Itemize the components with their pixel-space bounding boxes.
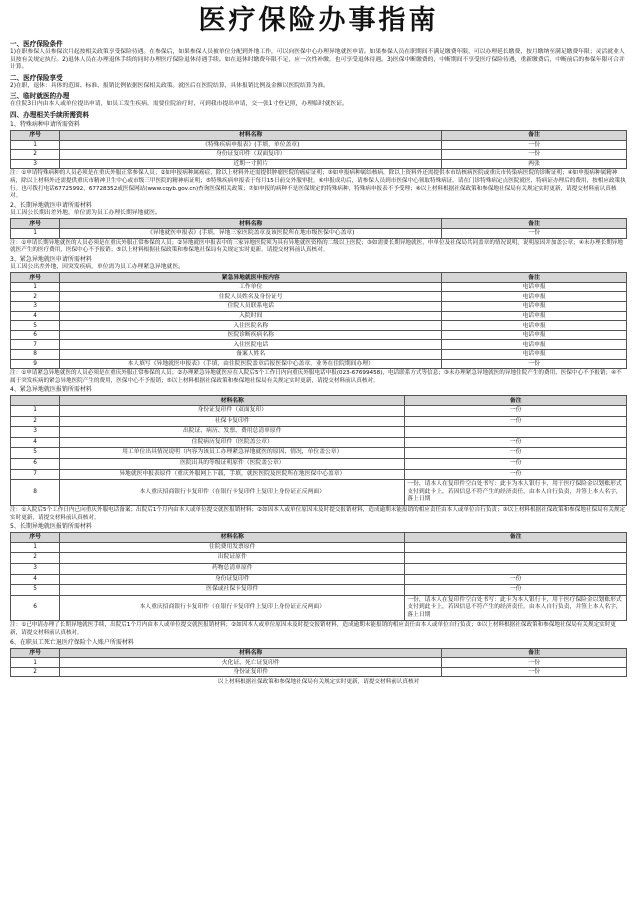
table-heading: 1、特殊病种申请所需资料 (10, 120, 80, 128)
section-heading: 四、办理相关手续所需资料 (10, 110, 90, 119)
table-cell: 8 (11, 480, 60, 506)
table-cell: 1 (11, 542, 60, 553)
table-cell (405, 553, 627, 564)
table-cell: 3 (11, 427, 60, 438)
table-cell: 电话申报 (442, 350, 627, 360)
table-cell: 一份 (405, 416, 627, 427)
table-cell: 一份，请本人在复印件空白处书写：此卡为本人银行卡，用于医疗保险金以划账形式支付到此卡上，若因信息不符产生的经济责任，由本人自行负责，并签上本人名字，落上日期 (405, 595, 627, 621)
page-title: 医疗保险办事指南 (198, 5, 439, 36)
table-cell: 电话申报 (442, 340, 627, 350)
table-row (11, 416, 627, 427)
header-cell: 材料名称 (60, 219, 442, 229)
table-cell: 6 (11, 458, 60, 469)
table-cell: 7 (11, 340, 60, 350)
table-cell: 2 (11, 292, 60, 302)
table-cell: 住院人员联系电话 (60, 302, 442, 312)
table-cell: 电话申报 (442, 292, 627, 302)
table-heading: 5、长期异地就医报销所需材料 (10, 523, 92, 531)
table-cell: 1 (11, 406, 60, 417)
table-header-row (11, 219, 627, 229)
table-row (11, 140, 627, 150)
table-cell: 5 (11, 585, 60, 596)
table-cell: 本人填写《异地就医申报表》（手填，由住院医院盖章后报医保中心盖章，业务在住院期间办理） (60, 359, 442, 369)
table-row (11, 330, 627, 340)
table-cell (405, 563, 627, 574)
header-cell: 备注 (442, 130, 627, 140)
header-cell: 序号 (11, 130, 60, 140)
header-cell: 材料名称 (60, 648, 442, 658)
table-cell: 2 (11, 416, 60, 427)
table-cell: 电话申报 (442, 311, 627, 321)
table-cell: 1 (11, 140, 60, 150)
header-cell: 备注 (442, 648, 627, 658)
table-row (11, 292, 627, 302)
table-cell: 5 (11, 448, 60, 459)
table-cell: 电话申报 (442, 330, 627, 340)
table-cell: 身份证复印件 (60, 574, 405, 585)
table-cell: 一份 (405, 585, 627, 596)
header-cell: 备注 (405, 533, 627, 543)
table-row (11, 542, 627, 553)
table-cell: 1 (11, 228, 60, 238)
table-row (11, 406, 627, 417)
table-heading: 3、紧急异地就医申请所需材料 (10, 255, 92, 263)
table-header-row (11, 130, 627, 140)
table-cell: 电话申报 (442, 302, 627, 312)
table-cell: 火化证、死亡证复印件 (60, 658, 442, 668)
table-cell: 本人重庆招商银行卡复印件（在银行卡复印件上复印上身份证正反两面） (60, 480, 405, 506)
table-cell: 《特殊疾病申报表》(手填，单位盖章) (60, 140, 442, 150)
table-cell: 异地就医申报表原件（重庆外服网上下载，手填，就医医院及医院所在地医保中心盖章） (60, 469, 405, 480)
table-row (11, 311, 627, 321)
table-row (11, 282, 627, 292)
table-cell: 4 (11, 437, 60, 448)
table-cell: 本人重庆招商银行卡复印件（在银行卡复印件上复印上身份证正反两面） (60, 595, 405, 621)
table-cell: 3 (11, 563, 60, 574)
header-cell: 序号 (11, 648, 60, 658)
footer-note: 以上材料根据社保政策和参保地社保局有关规定实时更新，请提交材料前认真核对 (217, 679, 420, 686)
table-cell: 一份 (405, 437, 627, 448)
header-cell: 紧急异地就医申报内容 (60, 273, 442, 283)
table-row (11, 574, 627, 585)
section-heading: 三、临时就医的办理 (10, 92, 70, 101)
table-cell: 8 (11, 350, 60, 360)
table-cell: 1 (11, 658, 60, 668)
table-row (11, 159, 627, 169)
table-cell: 一份 (405, 458, 627, 469)
table-header-row (11, 396, 627, 406)
table-cell: 一份 (442, 228, 627, 238)
header-cell: 材料名称 (60, 130, 442, 140)
table-cell: 住院人员姓名及身份证号 (60, 292, 442, 302)
table-row (11, 667, 627, 677)
table-note: 注：①入院后5个工作日内已向重庆外服电话备案；出院后1个月内由本人或单位提交就医报销材料；②如因本人或单位原因未及时提交报销材料，造成逾期未能报销的相应责任由本人或单位自行负责；③以上材料根据社保政策和参保地社保局有关规定实时更新，请提交材料前认真核对。 (10, 506, 626, 521)
table-row (11, 448, 627, 459)
table-cell: 6 (11, 330, 60, 340)
table-cell: 备案人姓名 (60, 350, 442, 360)
table-header-row (11, 273, 627, 283)
header-cell (11, 396, 60, 406)
table-row (11, 480, 627, 506)
table-row (11, 658, 627, 668)
table-cell: 住院病历复印件（医院盖公章） (60, 437, 405, 448)
table-cell: 一份 (405, 406, 627, 417)
table-row (11, 350, 627, 360)
table-cell: 医院诊断疾病名称 (60, 330, 442, 340)
table-cell: 6 (11, 595, 60, 621)
table-cell: 3 (11, 159, 60, 169)
table-cell: 2 (11, 553, 60, 564)
table-row (11, 469, 627, 480)
table-intro: 员工因公出差外地，因突发疾病，单位需为员工办理紧急异地就医。 (10, 263, 184, 270)
table-note: 注：①申请长期异地就医的人员必须是在重庆外服正常参保的人员；②异地就医申报表中的三家异地医院须为具有异地就医资格的二级以上医院；③如需要长期异地就医，申单位及社保局共同盖章的情况说明，说明原因并加盖公章；④未办理长期异地就医产生的医疗费用，医保中心不予报销；⑤以上材料根据社保政策和参保地社保局有关规定实时更新，请提交材料前认真核对。 (10, 239, 623, 254)
table-cell: 一份 (442, 658, 627, 668)
table-cell: 社保卡复印件 (60, 416, 405, 427)
table-cell: 一份 (442, 667, 627, 677)
table-cell: 电话申报 (442, 321, 627, 331)
materials-table (10, 532, 627, 621)
table-cell: 2 (11, 667, 60, 677)
section-text: 2)在职，退休：具体的范围、标准、报销比例依据医保相关政策。就医后在医院结算，具体报销比例及金额以医院结算为准。 (10, 82, 329, 89)
table-row (11, 302, 627, 312)
table-row (11, 553, 627, 564)
table-row (11, 359, 627, 369)
table-heading: 6、在职员工死亡退医疗保险个人账户所需材料 (10, 638, 134, 646)
table-cell: 《异地就医申报表》(手填，异地三家医院盖章及该医院所在地市级医保中心盖章) (60, 228, 442, 238)
table-cell: 1 (11, 282, 60, 292)
section-heading: 一、医疗保险条件 (10, 40, 63, 48)
table-cell: 身份证复印件（双面复印） (60, 406, 405, 417)
table-cell (405, 542, 627, 553)
table-cell: 医院出具的等级证明原件（医院盖公章） (60, 458, 405, 469)
table-row (11, 437, 627, 448)
table-heading: 2、长期异地就医申请所需材料 (10, 201, 92, 209)
header-cell: 序号 (11, 219, 60, 229)
materials-table (10, 130, 627, 169)
table-cell: 一份 (442, 150, 627, 160)
table-cell: 住院费用发票原件 (60, 542, 405, 553)
section-heading: 二、医疗保险享受 (10, 73, 63, 82)
table-note: 注：①已申请办理了长期异地就医手续，出院后1个月内由本人或单位提交就医报销材料；②如因本人或单位原因未及时提交报销材料，造成逾期未能报销的相应责任由本人或单位自行负责；③以上材料根据社保政策和参保地社保局有关规定实时更新，请提交材料前认真核对。 (10, 622, 616, 637)
section-text: 1)在职参保人员参保次月起按相关政策享受保险待遇。在参保后，如果参保人员被单位分配到外地工作，可以向医保中心办理异地就医申请。如果参保人员在职期间不满足缴费年限，可以办理延长缴费，按月缴纳至满足缴费年限；灵活就业人员按有关规定执行。2)退休人员在办理退休手续的同时办理医疗保险退休待遇手续。如在退休时缴费年限不足，应一次性补缴，也可享受退休待遇。3)医保中断缴费的，中断期间不享受医疗保险待遇，重新缴费后，中断前后的参保年限可合并计算。 (10, 49, 625, 71)
materials-table (10, 272, 627, 369)
table-header-row (11, 648, 627, 658)
table-cell: 入住医院名称 (60, 321, 442, 331)
header-cell: 备注 (442, 219, 627, 229)
table-cell: 一份 (405, 469, 627, 480)
section-text: 在住院3日内由本人或单位提出申请，如员工发生疾病，需要住院治疗时，可到我市提出申请，交一张1寸登记照，办理临时就医证。 (10, 101, 348, 108)
table-note: 注：①申请特殊病种的人员必须是在重庆外服正常参保人员；②如申报病种属癌症，除以上材料外还需提供肿瘤医院的癌症证明；③如申报病种属结核病，除以上资料外还需提供本市结核病医院或重庆市传染病医院的诊断证明；④如申报病种属精神病，除以上材料外还需提供重庆市精神卫生中心或市级三甲医院的精神病证明；⑤特殊疾病申报表于每月15日前交外服审批。⑥申报成功后，请参保人员到市医保中心领取特殊病证。请在门诊特殊病定点医院就医，特病证办理后的费用，按相应政策执行。也可拨打电话67725992，67728352或医保网站(www.cqyb.gov.cn)查询医保相关政策；⑦如申报的病种不是医保规定的特殊病种，特殊病申报表不予受理；⑧以上材料根据社保政策和参保地社保局有关规定实时更新，请提交材料前认真核对。 (10, 170, 626, 200)
header-cell: 序号 (11, 273, 60, 283)
materials-table (10, 218, 627, 238)
table-heading: 4、紧急异地就医报销所需材料 (10, 386, 92, 394)
table-row (11, 585, 627, 596)
table-row (11, 321, 627, 331)
table-cell: 电话申报 (442, 282, 627, 292)
table-cell (405, 427, 627, 438)
table-cell: 医保或社保卡复印件 (60, 585, 405, 596)
table-cell: 一份 (405, 574, 627, 585)
table-row (11, 427, 627, 438)
table-row (11, 150, 627, 160)
table-cell: 一份 (442, 359, 627, 369)
table-cell: 工作单位 (60, 282, 442, 292)
table-cell: 4 (11, 311, 60, 321)
table-cell: 3 (11, 302, 60, 312)
table-cell: 4 (11, 574, 60, 585)
header-cell: 材料名称 (60, 533, 405, 543)
table-header-row (11, 533, 627, 543)
table-row (11, 595, 627, 621)
header-cell: 备注 (442, 273, 627, 283)
table-cell: 2 (11, 150, 60, 160)
table-cell: 近期一寸照片 (60, 159, 442, 169)
table-cell: 出院证、病历、发票、费用总清单原件 (60, 427, 405, 438)
table-cell: 出院证原件 (60, 553, 405, 564)
table-cell: 7 (11, 469, 60, 480)
table-cell: 身份证复印件（双面复印） (60, 150, 442, 160)
header-cell: 序号 (11, 533, 60, 543)
header-cell: 备注 (405, 396, 627, 406)
table-cell: 一份 (442, 140, 627, 150)
table-cell: 入住医院电话 (60, 340, 442, 350)
table-cell: 两张 (442, 159, 627, 169)
header-cell: 材料名称 (60, 396, 405, 406)
table-cell: 身份证复印件 (60, 667, 442, 677)
table-cell: 入院时间 (60, 311, 442, 321)
table-cell: 一份，请本人在复印件空白处书写：此卡为本人银行卡，用于医疗保险金以划账形式支付到此卡上，若因信息不符产生的经济责任，由本人自行负责，并签上本人名字，落上日期 (405, 480, 627, 506)
table-note: 注：①申请紧急异地就医的人员必须是在重庆外服正常参保的人员；②办理紧急异地就医应在入院后5个工作日内向重庆外服电话申报(023-67699458)，电话联系方式等信息；③未办理紧急异地就医的异地住院产生的费用，医保中心不予报销；④不属于突发疾病的紧急异地医院产生的费用，医保中心不予报销；⑤以上材料根据社保政策和参保地社保局有关规定实时更新，请提交材料前认真核对。 (10, 370, 622, 384)
materials-table (10, 395, 627, 506)
table-cell: 9 (11, 359, 60, 369)
table-intro: 员工因公长期出差外地，单位需为员工办理长期异地就医。 (10, 209, 161, 216)
table-cell: 药物总清单原件 (60, 563, 405, 574)
table-row (11, 340, 627, 350)
table-cell: 用工单位出具情况说明（内容为该员工办理紧急异地就医的原因、情况，单位盖公章） (60, 448, 405, 459)
table-row (11, 228, 627, 238)
table-row (11, 458, 627, 469)
materials-table (10, 648, 627, 678)
table-cell: 一份 (405, 448, 627, 459)
table-cell: 5 (11, 321, 60, 331)
table-row (11, 563, 627, 574)
